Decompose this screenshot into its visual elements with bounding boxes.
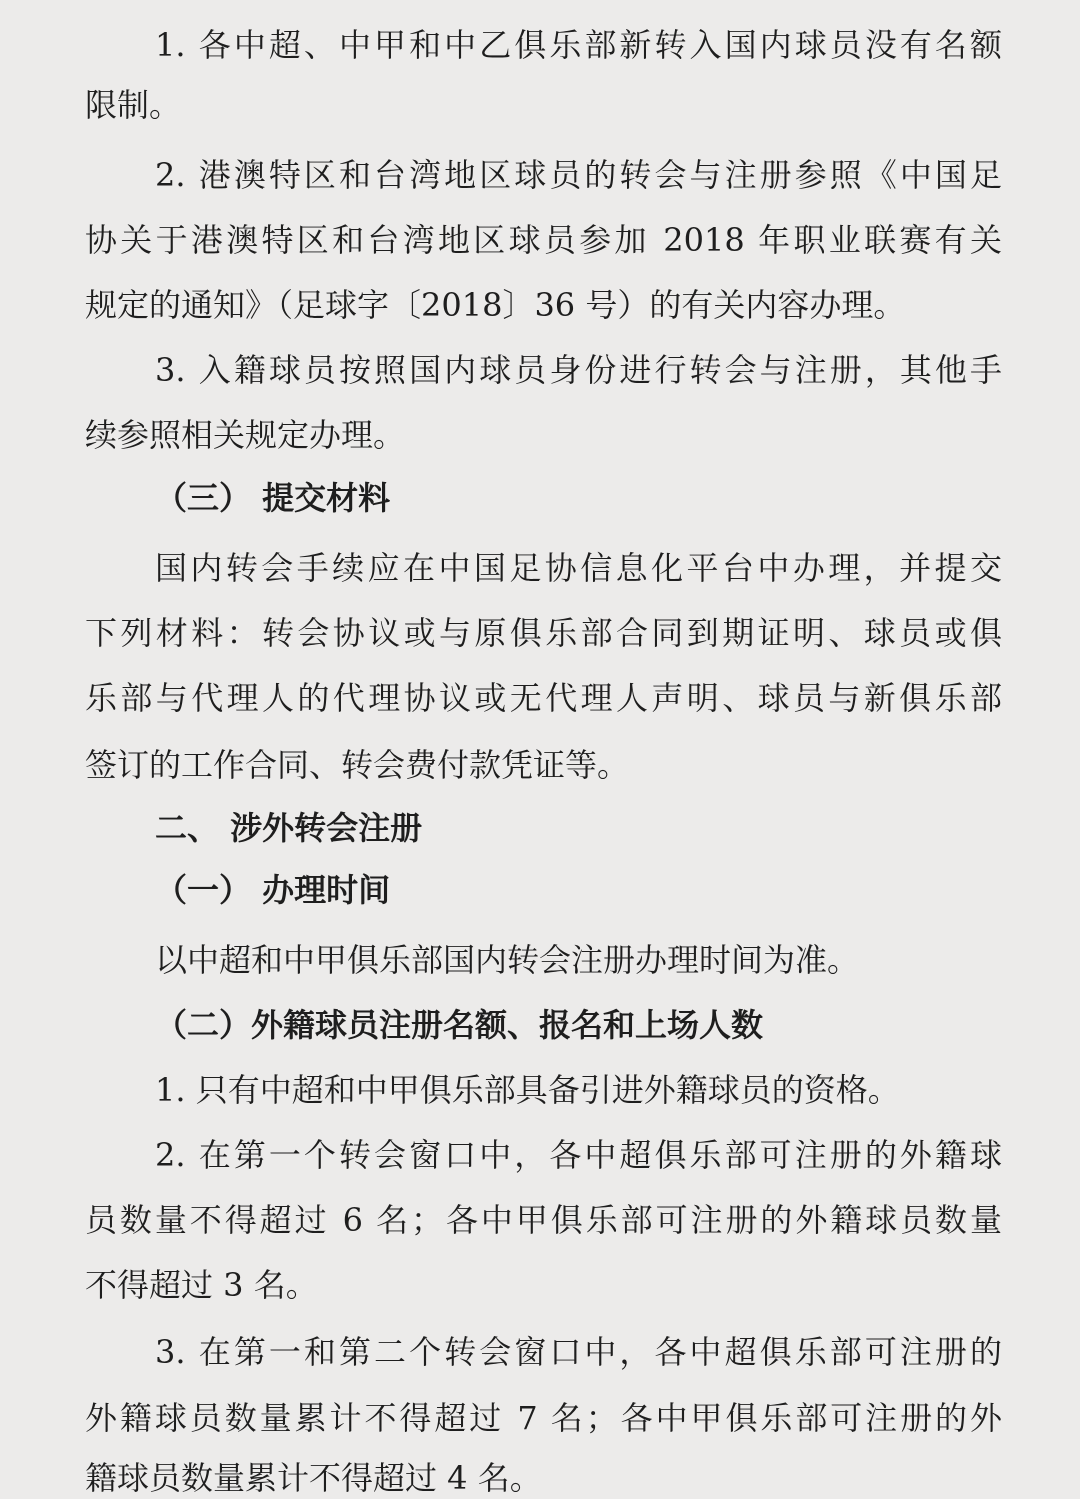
paragraph-line: 3. 在第一和第二个转会窗口中，各中超俱乐部可注册的: [155, 1333, 1002, 1371]
section-heading: （一） 办理时间: [155, 871, 391, 909]
paragraph-line: 2. 港澳特区和台湾地区球员的转会与注册参照《中国足: [155, 156, 1002, 194]
paragraph-line: 协关于港澳特区和台湾地区球员参加 2018 年职业联赛有关: [85, 221, 1002, 259]
paragraph-line: 国内转会手续应在中国足协信息化平台中办理，并提交: [155, 549, 1002, 587]
paragraph-line: 以中超和中甲俱乐部国内转会注册办理时间为准。: [155, 941, 860, 979]
paragraph-line: 限制。: [85, 86, 182, 124]
paragraph-line: 1. 只有中超和中甲俱乐部具备引进外籍球员的资格。: [155, 1071, 900, 1109]
section-heading: （二）外籍球员注册名额、报名和上场人数: [155, 1006, 764, 1044]
paragraph-line: 员数量不得超过 6 名；各中甲俱乐部可注册的外籍球员数量: [85, 1201, 1002, 1239]
paragraph-line: 续参照相关规定办理。: [85, 416, 406, 454]
paragraph-line: 1. 各中超、中甲和中乙俱乐部新转入国内球员没有名额: [155, 26, 1002, 64]
paragraph-line: 下列材料：转会协议或与原俱乐部合同到期证明、球员或俱: [85, 614, 1002, 652]
paragraph-line: 不得超过 3 名。: [85, 1266, 318, 1304]
paragraph-line: 规定的通知》（足球字〔2018〕36 号）的有关内容办理。: [85, 286, 906, 324]
paragraph-line: 2. 在第一个转会窗口中，各中超俱乐部可注册的外籍球: [155, 1136, 1002, 1174]
paragraph-line: 3. 入籍球员按照国内球员身份进行转会与注册，其他手: [155, 351, 1002, 389]
paragraph-line: 籍球员数量累计不得超过 4 名。: [85, 1459, 542, 1497]
chapter-heading: 二、 涉外转会注册: [155, 809, 423, 847]
paragraph-line: 签订的工作合同、转会费付款凭证等。: [85, 746, 630, 784]
paragraph-line: 乐部与代理人的代理协议或无代理人声明、球员与新俱乐部: [85, 679, 1002, 717]
section-heading: （三） 提交材料: [155, 479, 391, 517]
paragraph-line: 外籍球员数量累计不得超过 7 名；各中甲俱乐部可注册的外: [85, 1399, 1002, 1437]
